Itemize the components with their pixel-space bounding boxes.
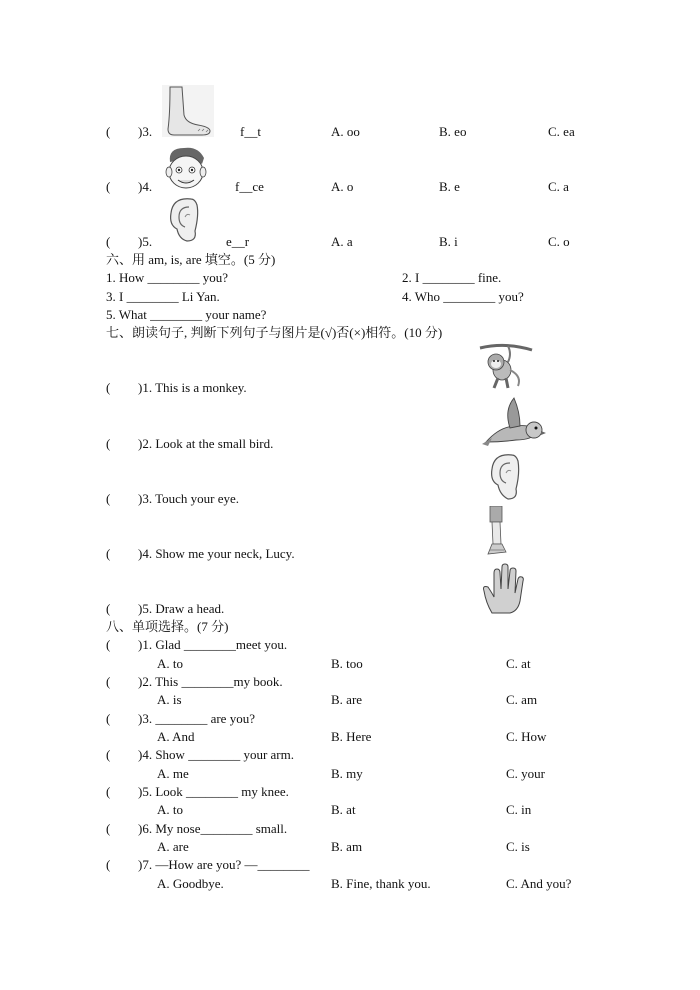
option-c: C. o — [548, 234, 570, 249]
option-c: C. your — [506, 766, 545, 781]
section-heading: 七、朗读句子, 判断下列句子与图片是(√)否(×)相符。(10 分) — [106, 325, 443, 340]
option-a: A. to — [157, 656, 183, 671]
ear-picture — [165, 195, 201, 245]
answer-paren: ( — [106, 124, 111, 139]
word-blank: f__ce — [235, 179, 264, 194]
option-a: A. is — [157, 692, 182, 707]
fill-question: 4. Who ________ you? — [402, 289, 524, 304]
bird-picture — [480, 396, 546, 448]
option-a: A. to — [157, 802, 183, 817]
question-number: )4. — [138, 179, 153, 194]
option-b: B. Here — [331, 729, 372, 744]
question-number: )3. — [138, 124, 153, 139]
choice-question: )5. Look ________ my knee. — [138, 784, 289, 799]
judge-sentence: )3. Touch your eye. — [138, 491, 240, 506]
option-c: C. How — [506, 729, 547, 744]
answer-paren: ( — [106, 179, 111, 194]
option-c: C. ea — [548, 124, 575, 139]
answer-paren: ( — [106, 380, 111, 395]
answer-paren: ( — [106, 711, 111, 726]
answer-paren: ( — [106, 234, 111, 249]
answer-paren: ( — [106, 784, 111, 799]
option-b: B. am — [331, 839, 363, 854]
option-b: B. at — [331, 802, 356, 817]
answer-paren: ( — [106, 821, 111, 836]
judge-sentence: )5. Draw a head. — [138, 601, 225, 616]
choice-question: )1. Glad ________meet you. — [138, 637, 288, 652]
word-blank: f__t — [240, 124, 261, 139]
judge-sentence: )1. This is a monkey. — [138, 380, 247, 395]
answer-paren: ( — [106, 436, 111, 451]
option-a: A. oo — [331, 124, 360, 139]
section-heading: 八、单项选择。(7 分) — [106, 619, 229, 634]
option-c: C. am — [506, 692, 538, 707]
leg-picture — [484, 506, 512, 558]
option-a: A. are — [157, 839, 189, 854]
answer-paren: ( — [106, 637, 111, 652]
option-a: A. a — [331, 234, 353, 249]
option-a: A. Goodbye. — [157, 876, 224, 891]
choice-question: )7. —How are you? —________ — [138, 857, 310, 872]
face-picture — [162, 144, 212, 192]
option-a: A. And — [157, 729, 195, 744]
choice-question: )3. ________ are you? — [138, 711, 255, 726]
word-blank: e__r — [226, 234, 250, 249]
fill-question: 2. I ________ fine. — [402, 270, 502, 285]
monkey-picture — [478, 340, 534, 392]
ear-picture — [486, 451, 522, 503]
option-a: A. me — [157, 766, 189, 781]
fill-question: 3. I ________ Li Yan. — [106, 289, 220, 304]
option-a: A. o — [331, 179, 354, 194]
option-b: B. are — [331, 692, 363, 707]
answer-paren: ( — [106, 857, 111, 872]
hand-picture — [480, 563, 530, 615]
option-b: B. i — [439, 234, 458, 249]
choice-question: )2. This ________my book. — [138, 674, 283, 689]
option-c: C. at — [506, 656, 531, 671]
option-c: C. a — [548, 179, 569, 194]
fill-question: 1. How ________ you? — [106, 270, 229, 285]
answer-paren: ( — [106, 491, 111, 506]
judge-sentence: )4. Show me your neck, Lucy. — [138, 546, 295, 561]
option-c: C. in — [506, 802, 532, 817]
option-b: B. too — [331, 656, 363, 671]
answer-paren: ( — [106, 674, 111, 689]
choice-question: )4. Show ________ your arm. — [138, 747, 294, 762]
option-b: B. Fine, thank you. — [331, 876, 431, 891]
choice-question: )6. My nose________ small. — [138, 821, 288, 836]
question-number: )5. — [138, 234, 153, 249]
option-b: B. eo — [439, 124, 467, 139]
option-c: C. is — [506, 839, 530, 854]
answer-paren: ( — [106, 546, 111, 561]
foot-picture — [162, 85, 214, 137]
section-heading: 六、用 am, is, are 填空。(5 分) — [106, 252, 276, 267]
option-b: B. e — [439, 179, 460, 194]
fill-question: 5. What ________ your name? — [106, 307, 267, 322]
option-c: C. And you? — [506, 876, 572, 891]
answer-paren: ( — [106, 747, 111, 762]
judge-sentence: )2. Look at the small bird. — [138, 436, 274, 451]
option-b: B. my — [331, 766, 363, 781]
answer-paren: ( — [106, 601, 111, 616]
